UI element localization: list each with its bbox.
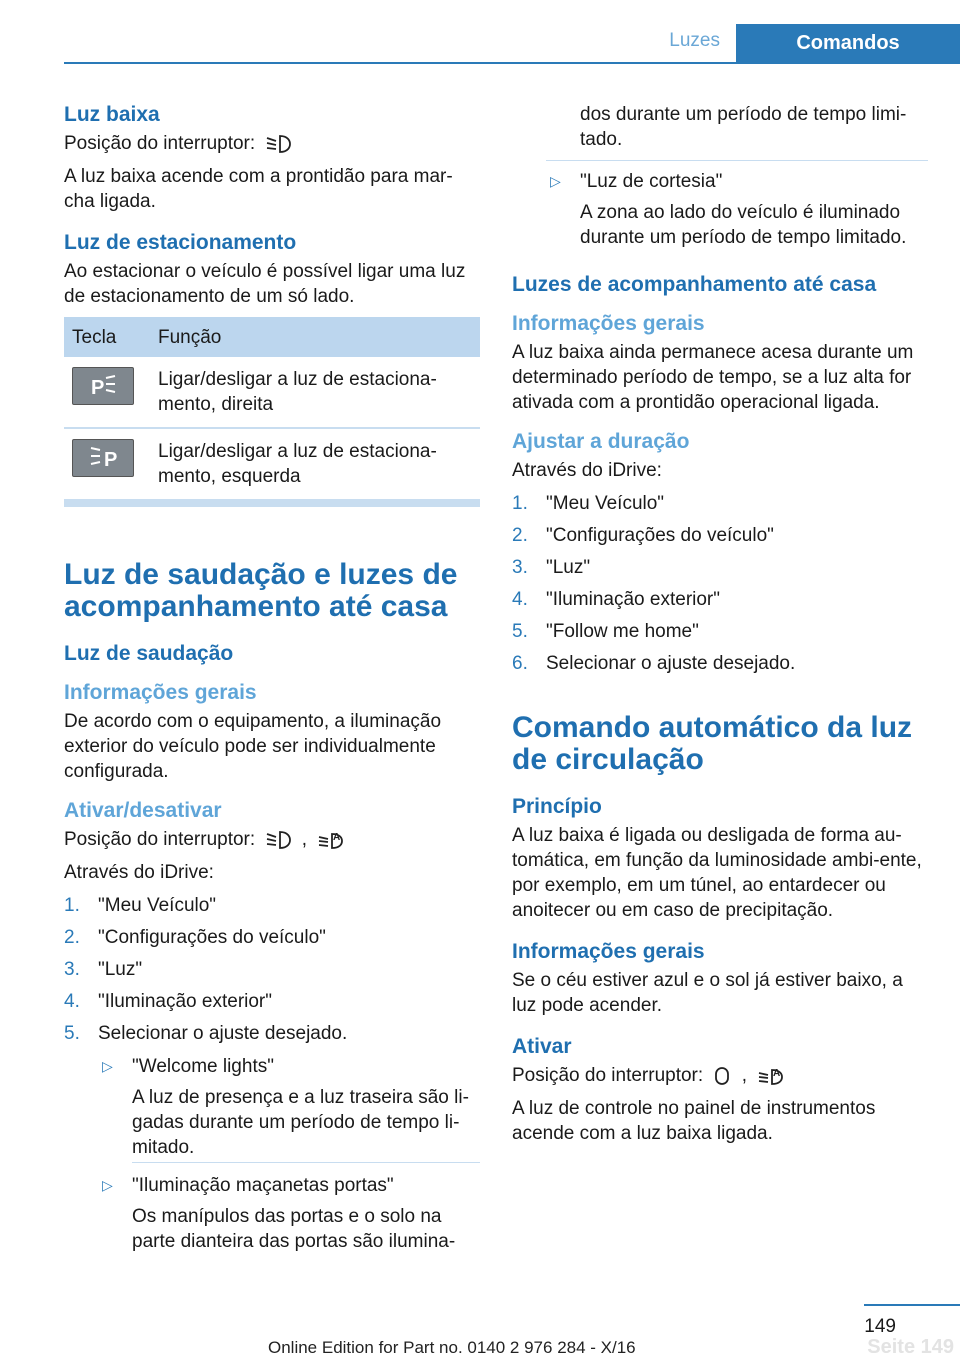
- principle-text: A luz baixa é ligada ou desligada de forma au-tomática, em função da luminosidade ambi-ente, por exemplo, em um túnel, ao entardecer ou anoitecer ou em caso de precipitação.: [512, 825, 922, 921]
- list-item: ▷ "Welcome lights" A luz de presença e a luz traseira são li-gadas durante um período de tempo li-mitado.: [98, 1054, 480, 1163]
- low-beam-icon: [264, 829, 292, 851]
- bullet-triangle-icon: ▷: [102, 1058, 113, 1074]
- table-cell-function: Ligar/desligar a luz de estaciona-mento, esquerda: [150, 428, 480, 500]
- follow-info-text: A luz baixa ainda permanece acesa durante um determinado período de tempo, se a luz alta for ativada com a prontidão operacional ligada.: [512, 342, 914, 413]
- page-number-rule: [864, 1304, 960, 1306]
- list-item: 6. Selecionar o ajuste desejado.: [512, 653, 796, 674]
- idrive-text: Através do iDrive:: [64, 862, 214, 883]
- heading-activate-deactivate: Ativar/desativar: [64, 799, 222, 822]
- bullet-triangle-icon: ▷: [102, 1177, 113, 1193]
- table-header-row: [64, 317, 480, 357]
- list-item: 2. "Configurações do veículo": [64, 927, 326, 948]
- parking-light-left-button[interactable]: [72, 439, 134, 477]
- welcome-options: [98, 1054, 480, 1254]
- heading-parking-light: Luz de estacionamento: [64, 231, 297, 254]
- list-item: ▷ "Iluminação maçanetas portas" Os manípulos das portas e o solo na parte dianteira das portas são ilumina-: [102, 1175, 456, 1252]
- heading-activate: Ativar: [512, 1035, 572, 1058]
- low-beam-text: A luz baixa acende com a prontidão para mar-cha ligada.: [64, 166, 453, 212]
- svg-text:A: A: [333, 831, 341, 843]
- list-item: 4. "Iluminação exterior": [512, 589, 721, 610]
- page-number: 149: [864, 1316, 896, 1337]
- light-off-icon: [712, 1065, 732, 1087]
- heading-welcome-light: Luz de saudação: [64, 642, 234, 665]
- list-item: 3. "Luz": [512, 557, 591, 578]
- table-row: [64, 357, 480, 428]
- heading-general-info: Informações gerais: [64, 681, 257, 704]
- key-cell: [64, 357, 150, 428]
- general-info-text: De acordo com o equipamento, a iluminação exterior do veículo pode ser individualmente configurada.: [64, 711, 442, 782]
- low-beam-switch-position: Posição do interruptor:: [64, 131, 480, 156]
- list-item: 2. "Configurações do veículo": [512, 525, 774, 546]
- activate-text: A luz de controle no painel de instrumentos acende com a luz baixa ligada.: [512, 1098, 876, 1144]
- key-cell: [64, 428, 150, 500]
- parking-light-text: Ao estacionar o veículo é possível ligar uma luz de estacionamento de um só lado.: [64, 261, 466, 307]
- list-item: 1. "Meu Veículo": [512, 493, 665, 514]
- list-item: 5. Selecionar o ajuste desejado. ▷ "Welcome lights" A luz de presença e a luz traseira são li-gadas durante um período de tempo li-mitado. ▷ "Iluminação maçanetas portas" Os manípulos das portas e o solo na parte dianteira das portas são ilumina-: [64, 1021, 480, 1254]
- page-header: [64, 24, 960, 64]
- table-cell-function: Ligar/desligar a luz de estaciona-mento, direita: [150, 357, 480, 428]
- settings-steps: [64, 893, 480, 1254]
- table-row: [64, 428, 480, 500]
- section-title: Luzes: [669, 30, 720, 51]
- low-beam-icon: [264, 133, 292, 155]
- activate-switch-position: Posição do interruptor: , A: [512, 1063, 928, 1088]
- list-item: 5. "Follow me home": [512, 621, 699, 642]
- divider: [132, 1162, 480, 1163]
- heading-welcome-and-follow: Luz de saudação e luzes de acompanhamento até casa: [64, 558, 458, 623]
- parking-light-right-button[interactable]: [72, 367, 134, 405]
- auto-light-icon: [316, 829, 344, 851]
- heading-general-info-2: Informações gerais: [512, 940, 705, 963]
- edition-footer: Online Edition for Part no. 0140 2 976 284 - X/16: [268, 1338, 636, 1357]
- list-item: 4. "Iluminação exterior": [64, 991, 273, 1012]
- heading-auto-light: Comando automático da luz de circulação: [512, 711, 913, 776]
- heading-follow-me-home: Luzes de acompanhamento até casa: [512, 273, 877, 296]
- col-header-function: Função: [150, 317, 480, 357]
- list-item: 1. "Meu Veículo": [64, 895, 217, 916]
- list-item: 3. "Luz": [64, 959, 143, 980]
- idrive-text: Através do iDrive:: [512, 460, 662, 481]
- svg-text:A: A: [773, 1067, 781, 1079]
- toggle-switch-position: Posição do interruptor: , A: [64, 827, 480, 852]
- col-header-key: Tecla: [64, 317, 150, 357]
- heading-principle: Princípio: [512, 795, 602, 818]
- list-item: ▷ "Luz de cortesia" A zona ao lado do veículo é iluminado durante um período de tempo limitado.: [546, 160, 928, 250]
- auto-light-icon: [756, 1065, 784, 1087]
- parking-light-table: [64, 317, 480, 501]
- table-bottom-bar: [64, 501, 480, 507]
- bullet-triangle-icon: ▷: [550, 173, 561, 189]
- right-column: [512, 102, 928, 1154]
- watermark: Seite 149: [867, 1336, 954, 1358]
- continued-text: dos durante um período de tempo limi-tado.: [580, 104, 907, 150]
- left-column: [64, 102, 480, 1261]
- chapter-tab[interactable]: Comandos: [736, 24, 960, 62]
- parking-light-left-icon: [73, 440, 133, 476]
- svg-text:P: P: [91, 377, 105, 399]
- courtesy-option: [512, 160, 928, 250]
- svg-text:P: P: [104, 449, 118, 471]
- heading-adjust-duration: Ajustar a duração: [512, 430, 690, 453]
- info2-text: Se o céu estiver azul e o sol já estiver baixo, a luz pode acender.: [512, 970, 903, 1016]
- heading-general-info: Informações gerais: [512, 312, 705, 335]
- duration-steps: [512, 491, 928, 676]
- parking-light-right-icon: [73, 368, 133, 404]
- heading-low-beam: Luz baixa: [64, 103, 160, 126]
